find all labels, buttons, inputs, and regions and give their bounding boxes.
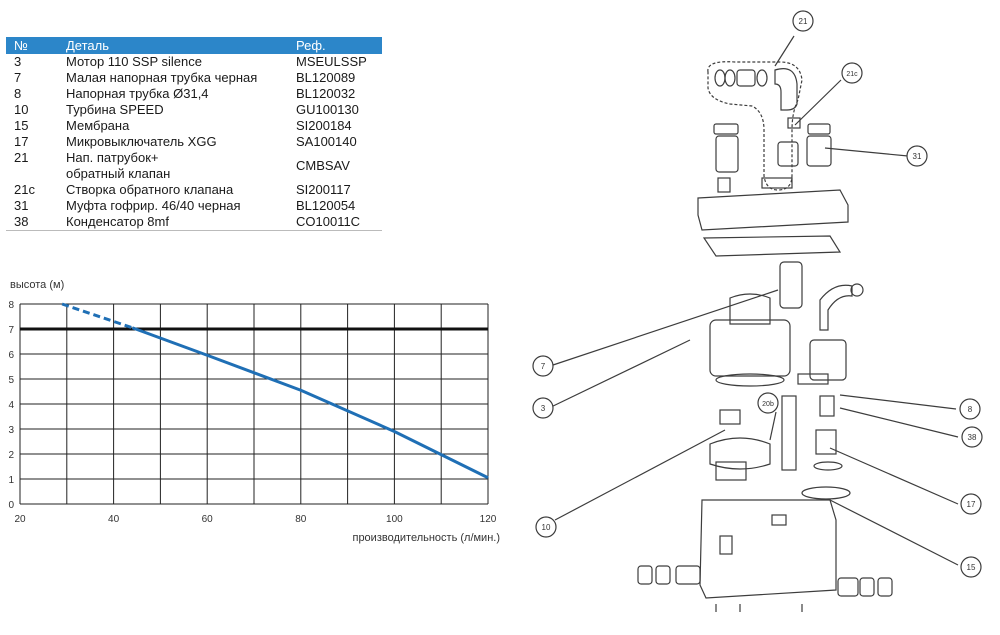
y-tick-label: 7 (8, 325, 14, 336)
leader-21c (795, 80, 841, 125)
curve-dashed-segment (62, 304, 132, 328)
y-tick-label: 6 (8, 350, 14, 361)
callout-21 (793, 11, 813, 31)
callout-20b (758, 393, 778, 413)
x-tick-label: 60 (201, 514, 213, 525)
x-tick-label: 20 (14, 514, 26, 525)
part-name-line: обратный клапан (66, 166, 171, 181)
part-name (62, 150, 292, 182)
part-name-line: Мотор 110 SSP silence (66, 54, 202, 69)
part-number: 31 (14, 198, 29, 213)
callout-31 (907, 146, 927, 166)
table-row (6, 54, 382, 70)
part-name-line: Мембрана (66, 118, 130, 133)
header-name: Деталь (62, 37, 292, 54)
part-ref: BL120032 (296, 86, 356, 101)
x-tick-label: 40 (108, 514, 120, 525)
chart-ticks (8, 300, 496, 525)
tank-outlet (720, 536, 732, 554)
callout-10 (536, 517, 556, 537)
table-row (6, 102, 382, 118)
part-ref: GU100130 (296, 102, 359, 117)
header-num: № (6, 37, 62, 54)
small-connector (778, 142, 798, 166)
valve-flap (788, 118, 800, 128)
callout-15 (961, 557, 981, 577)
chart-y-axis-label: высота (м) (10, 279, 65, 291)
table-row (6, 86, 382, 102)
callout-8 (960, 399, 980, 419)
table-row (6, 134, 382, 150)
part-ref: CO10011С (292, 214, 382, 231)
pressure-tube-8 (782, 396, 796, 470)
table-header-row (6, 37, 382, 54)
elbow-flange (851, 284, 863, 296)
part-number: 15 (14, 118, 29, 133)
table-row (6, 182, 382, 198)
callout-17 (961, 494, 981, 514)
part-name (62, 86, 292, 102)
y-tick-label: 3 (8, 425, 14, 436)
chart-x-axis-label: производительность (л/мин.) (352, 532, 500, 544)
part-name (62, 54, 292, 70)
capacitor-38 (820, 396, 834, 416)
leader-20b (770, 412, 776, 440)
right-fitting-2 (860, 578, 874, 596)
curve-solid-segment (132, 328, 488, 478)
valve-elbow (775, 69, 797, 110)
small-pressure-tube (780, 262, 802, 308)
y-tick-label: 8 (8, 300, 14, 311)
valve-ring-1 (715, 70, 725, 86)
part-ref: SI200117 (296, 182, 351, 197)
part-name (62, 102, 292, 118)
leader-38 (840, 408, 958, 437)
part-name-line: Турбина SPEED (66, 102, 164, 117)
right-fitting-1 (838, 578, 858, 596)
table-row (6, 198, 382, 214)
part-ref: BL120089 (296, 70, 356, 85)
table-row (6, 70, 382, 86)
callout-label: 8 (967, 405, 973, 414)
membrane-15 (802, 487, 850, 499)
part-name-line: Створка обратного клапана (66, 182, 234, 197)
part-name (62, 214, 292, 231)
turbine-cap (720, 410, 740, 424)
part-number: 7 (14, 70, 22, 85)
part-number: 21c (14, 182, 35, 197)
y-tick-label: 1 (8, 475, 14, 486)
corrugated-sleeve-31 (807, 136, 831, 166)
lid (698, 190, 848, 230)
microswitch-17 (816, 430, 836, 454)
parts-table (6, 37, 382, 231)
part-number: 21 (14, 150, 29, 165)
callout-label: 21c (846, 71, 858, 78)
part-ref: CMBSAV (296, 158, 350, 173)
turbine-10 (710, 438, 770, 469)
switch-disc (814, 462, 842, 470)
part-number: 38 (6, 214, 62, 231)
lid-gasket (704, 236, 840, 256)
lid-inlet-1 (718, 178, 730, 192)
leader-21 (775, 36, 794, 66)
part-name (62, 70, 292, 86)
turbine-blades (716, 462, 746, 480)
parts-table-body (6, 54, 382, 231)
part-ref: MSEULSSP (296, 54, 367, 69)
part-name (62, 198, 292, 214)
corrugated-sleeve-left (716, 136, 738, 172)
callout-label: 15 (966, 563, 976, 572)
leader-3 (549, 340, 690, 408)
part-name-line: Конденсатор 8mf (66, 214, 169, 229)
exploded-parts-diagram (530, 0, 1000, 635)
lid-inlet-2 (762, 178, 792, 188)
part-name-line: Микровыключатель XGG (66, 134, 217, 149)
left-fitting-3 (676, 566, 700, 584)
y-tick-label: 5 (8, 375, 14, 386)
valve-coupling (737, 70, 755, 86)
left-fitting-1 (638, 566, 652, 584)
part-name-line: Муфта гофрир. 46/40 черная (66, 198, 241, 213)
valve-ring-3 (757, 70, 767, 86)
leader-7 (550, 290, 778, 366)
part-ref: SA100140 (296, 134, 357, 149)
callout-label: 3 (540, 404, 546, 413)
part-number: 17 (14, 134, 29, 149)
leader-31 (825, 148, 908, 156)
y-tick-label: 0 (8, 500, 14, 511)
callout-38 (962, 427, 982, 447)
table-row (6, 150, 382, 182)
part-ref: BL120054 (296, 198, 356, 213)
part-number: 8 (14, 86, 22, 101)
part-name-line: Напорная трубка Ø31,4 (66, 86, 209, 101)
table-row (6, 214, 382, 231)
callout-label: 10 (541, 523, 551, 532)
callout-label: 7 (540, 362, 546, 371)
part-name-line: Нап. патрубок+ (66, 150, 159, 165)
right-fitting-3 (878, 578, 892, 596)
leader-17 (830, 448, 958, 504)
part-name (62, 134, 292, 150)
switch-base (798, 374, 828, 384)
part-name (62, 118, 292, 134)
part-ref: SI200184 (296, 118, 352, 133)
y-tick-label: 4 (8, 400, 14, 411)
hose-clamp-left (714, 124, 738, 134)
callout-label: 17 (966, 500, 976, 509)
table-row (6, 118, 382, 134)
part-name (62, 182, 292, 198)
callout-label: 38 (967, 433, 977, 442)
leader-8 (840, 395, 956, 409)
pump-performance-chart (0, 270, 520, 555)
leader-15 (830, 500, 958, 565)
callout-label: 31 (912, 152, 922, 161)
left-fitting-2 (656, 566, 670, 584)
callout-7 (533, 356, 553, 376)
y-tick-label: 2 (8, 450, 14, 461)
callout-21c (842, 63, 862, 83)
hose-clamp-right (808, 124, 830, 134)
tank-slot (772, 515, 786, 525)
x-tick-label: 120 (479, 514, 497, 525)
x-tick-label: 100 (386, 514, 403, 525)
x-tick-label: 80 (295, 514, 307, 525)
pressure-elbow (820, 285, 852, 330)
valve-ring-2 (725, 70, 735, 86)
chart-grid (20, 304, 488, 504)
part-number: 10 (14, 102, 29, 117)
callout-3 (533, 398, 553, 418)
header-ref: Реф. (292, 37, 382, 54)
part-name-line: Малая напорная трубка черная (66, 70, 258, 85)
leader-10 (555, 430, 725, 520)
callout-label: 20b (762, 401, 774, 408)
part-number: 3 (14, 54, 22, 69)
callout-label: 21 (798, 17, 808, 26)
motor-body (710, 320, 790, 376)
